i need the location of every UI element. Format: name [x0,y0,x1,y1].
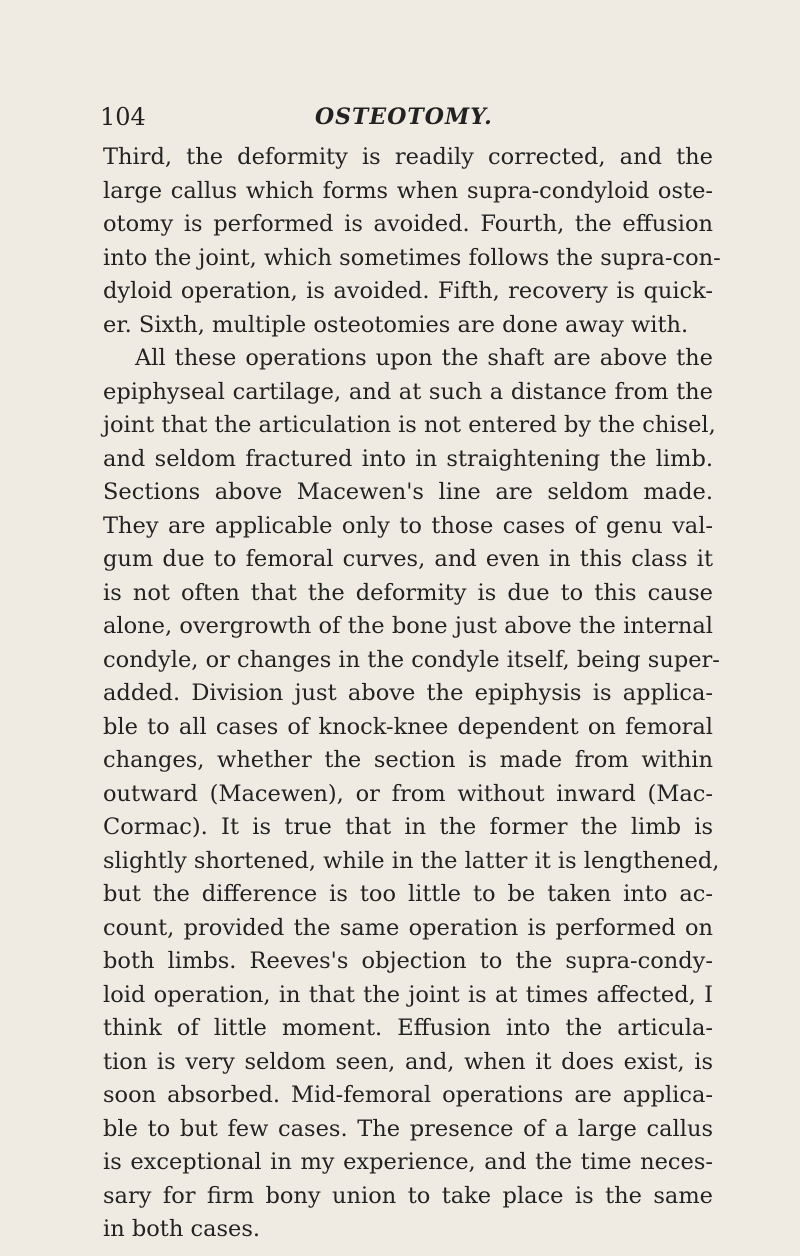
text-line: er. Sixth, multiple osteotomies are done away with. [103,311,689,338]
text-line: All these operations upon the shaft are above the [135,345,713,371]
text-line: gum due to femoral curves, and even in this class it [103,546,713,572]
text-line: ble to all cases of knock-knee dependent on femoral [103,713,713,740]
text-line: count, provided the same operation is performed on [103,914,713,941]
text-line: alone, overgrowth of the bone just above the internal [103,613,713,639]
text-line: ble to but few cases. The presence of a large callus [103,1115,713,1142]
text-line: epiphyseal cartilage, and at such a distance from the [103,378,713,405]
text-line: in both cases. [103,1216,261,1242]
text-line: Third, the deformity is readily corrected, and the [103,144,713,170]
text-line: slightly shortened, while in the latter it is lengthened, [103,847,720,874]
text-line: loid operation, in that the joint is at times affected, I [103,981,713,1008]
text-line: is exceptional in my experience, and the time neces- [103,1149,713,1175]
text-line: joint that the articulation is not entered by the chisel, [103,412,716,438]
text-line: outward (Macewen), or from without inward (Mac- [103,780,713,807]
text-line: Sections above Macewen's line are seldom made. [103,479,713,505]
text-line: otomy is performed is avoided. Fourth, the effusion [103,211,713,237]
text-line: both limbs. Reeves's objection to the supra-condy- [103,948,713,974]
body-text [103,141,721,1247]
text-line: dyloid operation, is avoided. Fifth, recovery is quick- [103,278,713,304]
page-number: 104 [100,103,146,131]
text-line: Cormac). It is true that in the former the limb is [103,814,713,840]
text-line: into the joint, which sometimes follows the supra-con- [103,244,721,271]
running-title: OSTEOTOMY. [315,104,493,130]
text-line: but the difference is too little to be taken into ac- [103,881,713,907]
text-line: is not often that the deformity is due to this cause [103,579,713,606]
text-line: They are applicable only to those cases of genu val- [103,512,713,539]
text-line: soon absorbed. Mid-femoral operations are applica- [103,1082,713,1108]
text-line: changes, whether the section is made from within [103,747,713,773]
text-line: tion is very seldom seen, and, when it does exist, is [103,1048,713,1075]
text-line: added. Division just above the epiphysis is applica- [103,680,713,706]
text-line: sary for firm bony union to take place is the same [103,1182,713,1209]
text-line: and seldom fractured into in straightening the limb. [103,445,713,472]
text-line: large callus which forms when supra-condyloid oste- [103,177,713,204]
text-line: condyle, or changes in the condyle itself, being super- [103,646,720,673]
text-line: think of little moment. Effusion into the articula- [103,1015,713,1041]
